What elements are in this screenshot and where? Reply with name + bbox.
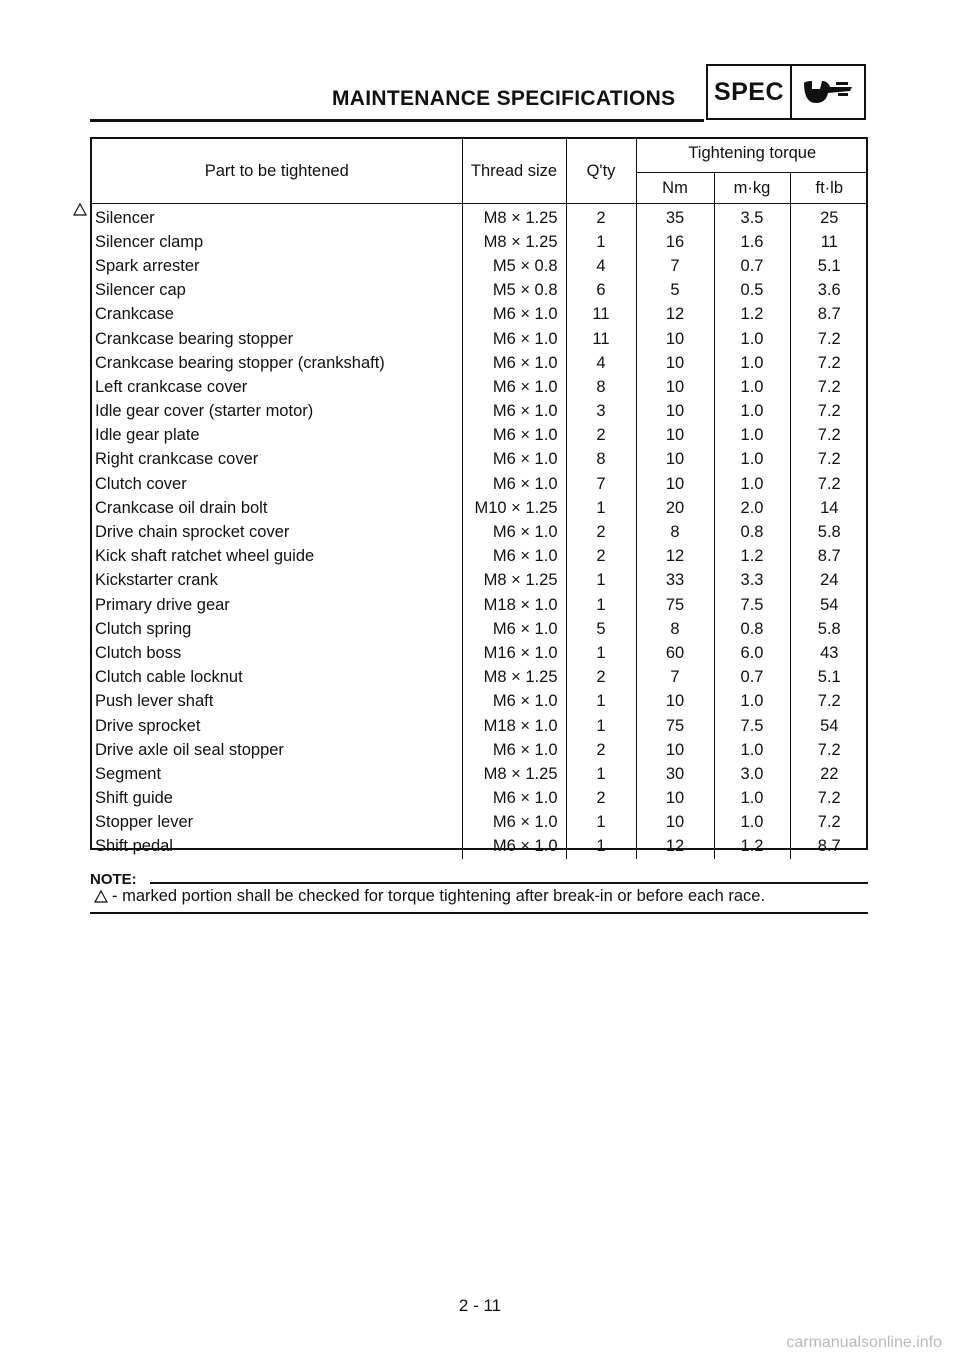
cell-part: Silencer	[95, 208, 155, 227]
header-nm: Nm	[636, 173, 714, 204]
cell-part: Silencer clamp	[95, 232, 204, 251]
cell-thread-size: M6 × 1.0	[462, 835, 566, 859]
cell-part: Spark arrester	[95, 256, 200, 275]
cell-part: Clutch cable locknut	[95, 668, 243, 687]
cell-ftlb: 8.7	[790, 835, 868, 859]
cell-mkg: 3.0	[714, 762, 790, 786]
cell-mkg: 1.0	[714, 351, 790, 375]
table-row	[92, 811, 868, 835]
cell-ftlb: 7.2	[790, 400, 868, 424]
cell-nm: 10	[636, 448, 714, 472]
cell-nm: 10	[636, 690, 714, 714]
wrench-icon	[800, 77, 856, 107]
cell-part: Stopper lever	[95, 813, 194, 832]
cell-thread-size: M6 × 1.0	[462, 327, 566, 351]
cell-mkg: 1.0	[714, 424, 790, 448]
spec-label: SPEC	[708, 66, 792, 118]
watermark: carmanualsonline.info	[786, 1334, 942, 1351]
cell-mkg: 1.0	[714, 472, 790, 496]
cell-ftlb: 8.7	[790, 545, 868, 569]
cell-mkg: 1.0	[714, 448, 790, 472]
cell-ftlb: 25	[790, 204, 868, 231]
cell-part: Idle gear cover (starter motor)	[95, 402, 314, 421]
cell-nm: 12	[636, 835, 714, 859]
cell-ftlb: 7.2	[790, 448, 868, 472]
cell-thread-size: M5 × 0.8	[462, 279, 566, 303]
header-thread-size: Thread size	[462, 139, 566, 204]
cell-nm: 12	[636, 545, 714, 569]
cell-nm: 35	[636, 204, 714, 231]
table-row	[92, 375, 868, 399]
cell-ftlb: 5.8	[790, 617, 868, 641]
cell-part: Right crankcase cover	[95, 450, 259, 469]
table-row	[92, 448, 868, 472]
table-row	[92, 327, 868, 351]
cell-mkg: 1.6	[714, 230, 790, 254]
cell-mkg: 1.2	[714, 545, 790, 569]
cell-ftlb: 7.2	[790, 351, 868, 375]
cell-thread-size: M6 × 1.0	[462, 424, 566, 448]
table-row	[92, 690, 868, 714]
cell-part: Clutch boss	[95, 643, 182, 662]
cell-nm: 5	[636, 279, 714, 303]
cell-part: Drive sprocket	[95, 716, 201, 735]
cell-thread-size: M8 × 1.25	[462, 762, 566, 786]
cell-thread-size: M6 × 1.0	[462, 472, 566, 496]
cell-quantity: 8	[566, 375, 636, 399]
table-row	[92, 787, 868, 811]
cell-nm: 16	[636, 230, 714, 254]
cell-thread-size: M18 × 1.0	[462, 714, 566, 738]
cell-thread-size: M8 × 1.25	[462, 666, 566, 690]
note-text: - marked portion shall be checked for torque tightening after break-in or before each race.	[112, 887, 766, 905]
cell-ftlb: 5.8	[790, 520, 868, 544]
cell-mkg: 1.0	[714, 375, 790, 399]
cell-mkg: 1.2	[714, 835, 790, 859]
table-row	[92, 254, 868, 278]
cell-quantity: 2	[566, 520, 636, 544]
table-row	[92, 545, 868, 569]
cell-mkg: 1.2	[714, 303, 790, 327]
cell-nm: 10	[636, 400, 714, 424]
note-divider-bottom	[90, 912, 868, 914]
cell-quantity: 2	[566, 424, 636, 448]
cell-quantity: 4	[566, 351, 636, 375]
table-row	[92, 230, 868, 254]
table-body	[92, 204, 868, 860]
cell-thread-size: M6 × 1.0	[462, 738, 566, 762]
cell-thread-size: M6 × 1.0	[462, 787, 566, 811]
cell-thread-size: M6 × 1.0	[462, 303, 566, 327]
cell-part: Push lever shaft	[95, 692, 214, 711]
table-row	[92, 617, 868, 641]
triangle-icon	[94, 890, 108, 903]
cell-nm: 30	[636, 762, 714, 786]
header-mkg: m·kg	[714, 173, 790, 204]
cell-nm: 75	[636, 714, 714, 738]
cell-ftlb: 24	[790, 569, 868, 593]
header-quantity: Q'ty	[566, 139, 636, 204]
cell-ftlb: 43	[790, 641, 868, 665]
cell-mkg: 6.0	[714, 641, 790, 665]
cell-part: Left crankcase cover	[95, 377, 248, 396]
cell-quantity: 1	[566, 230, 636, 254]
cell-part: Drive chain sprocket cover	[95, 523, 290, 542]
cell-thread-size: M16 × 1.0	[462, 641, 566, 665]
cell-part: Segment	[95, 764, 162, 783]
table-row	[92, 835, 868, 859]
cell-part: Clutch cover	[95, 474, 187, 493]
section-badge	[706, 64, 866, 120]
cell-nm: 10	[636, 811, 714, 835]
cell-nm: 7	[636, 666, 714, 690]
table-row	[92, 496, 868, 520]
cell-ftlb: 7.2	[790, 690, 868, 714]
cell-part: Crankcase	[95, 305, 174, 324]
cell-mkg: 3.5	[714, 204, 790, 231]
cell-ftlb: 22	[790, 762, 868, 786]
cell-quantity: 2	[566, 787, 636, 811]
cell-quantity: 2	[566, 738, 636, 762]
cell-nm: 10	[636, 327, 714, 351]
cell-mkg: 1.0	[714, 738, 790, 762]
cell-part: Primary drive gear	[95, 595, 230, 614]
header-part: Part to be tightened	[92, 139, 462, 204]
header-divider	[90, 119, 704, 122]
cell-nm: 10	[636, 738, 714, 762]
table-row	[92, 762, 868, 786]
cell-thread-size: M5 × 0.8	[462, 254, 566, 278]
cell-nm: 8	[636, 520, 714, 544]
note-label: NOTE:	[90, 871, 137, 888]
cell-ftlb: 54	[790, 593, 868, 617]
cell-part: Clutch spring	[95, 619, 192, 638]
table-row	[92, 569, 868, 593]
cell-nm: 75	[636, 593, 714, 617]
cell-nm: 20	[636, 496, 714, 520]
cell-thread-size: M6 × 1.0	[462, 375, 566, 399]
cell-ftlb: 7.2	[790, 738, 868, 762]
cell-quantity: 6	[566, 279, 636, 303]
cell-part: Drive axle oil seal stopper	[95, 740, 284, 759]
cell-mkg: 1.0	[714, 787, 790, 811]
cell-quantity: 1	[566, 835, 636, 859]
cell-nm: 12	[636, 303, 714, 327]
cell-part: Crankcase bearing stopper (crankshaft)	[95, 353, 385, 372]
header-ftlb: ft·lb	[790, 173, 868, 204]
cell-ftlb: 14	[790, 496, 868, 520]
cell-mkg: 7.5	[714, 593, 790, 617]
cell-part: Idle gear plate	[95, 426, 200, 445]
cell-ftlb: 7.2	[790, 424, 868, 448]
cell-thread-size: M6 × 1.0	[462, 811, 566, 835]
page-title: MAINTENANCE SPECIFICATIONS	[332, 87, 676, 110]
cell-nm: 33	[636, 569, 714, 593]
cell-part: Kick shaft ratchet wheel guide	[95, 547, 315, 566]
wrench-icon-box	[792, 66, 864, 118]
cell-thread-size: M10 × 1.25	[462, 496, 566, 520]
cell-quantity: 11	[566, 303, 636, 327]
cell-thread-size: M6 × 1.0	[462, 545, 566, 569]
cell-thread-size: M18 × 1.0	[462, 593, 566, 617]
cell-nm: 8	[636, 617, 714, 641]
table-row	[92, 400, 868, 424]
cell-nm: 10	[636, 787, 714, 811]
table-row	[92, 472, 868, 496]
table-row	[92, 303, 868, 327]
cell-mkg: 2.0	[714, 496, 790, 520]
torque-table	[90, 137, 868, 856]
cell-nm: 10	[636, 424, 714, 448]
cell-part: Crankcase oil drain bolt	[95, 498, 268, 517]
cell-part: Kickstarter crank	[95, 571, 218, 590]
cell-thread-size: M8 × 1.25	[462, 569, 566, 593]
cell-ftlb: 7.2	[790, 327, 868, 351]
cell-mkg: 0.5	[714, 279, 790, 303]
cell-mkg: 1.0	[714, 690, 790, 714]
cell-thread-size: M8 × 1.25	[462, 204, 566, 231]
table-row	[92, 520, 868, 544]
cell-mkg: 1.0	[714, 400, 790, 424]
cell-ftlb: 7.2	[790, 811, 868, 835]
cell-quantity: 1	[566, 641, 636, 665]
triangle-icon	[73, 203, 87, 216]
cell-ftlb: 7.2	[790, 787, 868, 811]
cell-quantity: 11	[566, 327, 636, 351]
cell-part: Silencer cap	[95, 281, 186, 300]
cell-quantity: 1	[566, 714, 636, 738]
cell-quantity: 7	[566, 472, 636, 496]
note-divider-top	[150, 882, 868, 884]
table-row	[92, 279, 868, 303]
cell-ftlb: 11	[790, 230, 868, 254]
cell-nm: 7	[636, 254, 714, 278]
cell-quantity: 2	[566, 545, 636, 569]
page-number: 2 - 11	[458, 1296, 502, 1315]
table-row	[92, 351, 868, 375]
cell-quantity: 2	[566, 666, 636, 690]
cell-mkg: 1.0	[714, 327, 790, 351]
cell-quantity: 1	[566, 496, 636, 520]
table-row	[92, 666, 868, 690]
cell-quantity: 1	[566, 690, 636, 714]
cell-quantity: 1	[566, 593, 636, 617]
cell-thread-size: M6 × 1.0	[462, 400, 566, 424]
cell-ftlb: 5.1	[790, 666, 868, 690]
cell-quantity: 1	[566, 762, 636, 786]
cell-ftlb: 7.2	[790, 375, 868, 399]
cell-ftlb: 3.6	[790, 279, 868, 303]
cell-quantity: 4	[566, 254, 636, 278]
cell-mkg: 7.5	[714, 714, 790, 738]
cell-thread-size: M6 × 1.0	[462, 690, 566, 714]
cell-thread-size: M8 × 1.25	[462, 230, 566, 254]
cell-nm: 10	[636, 472, 714, 496]
table-row	[92, 738, 868, 762]
cell-mkg: 0.7	[714, 254, 790, 278]
cell-mkg: 1.0	[714, 811, 790, 835]
cell-ftlb: 5.1	[790, 254, 868, 278]
cell-quantity: 1	[566, 569, 636, 593]
table-row	[92, 424, 868, 448]
cell-thread-size: M6 × 1.0	[462, 520, 566, 544]
cell-quantity: 5	[566, 617, 636, 641]
table-row	[92, 714, 868, 738]
cell-ftlb: 54	[790, 714, 868, 738]
cell-quantity: 2	[566, 204, 636, 231]
cell-mkg: 0.8	[714, 617, 790, 641]
table-row	[92, 204, 868, 231]
table-row	[92, 641, 868, 665]
cell-thread-size: M6 × 1.0	[462, 351, 566, 375]
table-row	[92, 593, 868, 617]
cell-mkg: 0.7	[714, 666, 790, 690]
cell-part: Crankcase bearing stopper	[95, 329, 294, 348]
cell-nm: 10	[636, 351, 714, 375]
cell-quantity: 3	[566, 400, 636, 424]
note	[94, 887, 765, 906]
cell-thread-size: M6 × 1.0	[462, 617, 566, 641]
cell-part: Shift guide	[95, 789, 173, 808]
cell-quantity: 8	[566, 448, 636, 472]
cell-nm: 60	[636, 641, 714, 665]
cell-quantity: 1	[566, 811, 636, 835]
cell-nm: 10	[636, 375, 714, 399]
header-tightening-torque: Tightening torque	[636, 139, 868, 173]
cell-thread-size: M6 × 1.0	[462, 448, 566, 472]
cell-ftlb: 7.2	[790, 472, 868, 496]
cell-mkg: 3.3	[714, 569, 790, 593]
cell-part: Shift pedal	[95, 837, 173, 856]
cell-ftlb: 8.7	[790, 303, 868, 327]
cell-mkg: 0.8	[714, 520, 790, 544]
